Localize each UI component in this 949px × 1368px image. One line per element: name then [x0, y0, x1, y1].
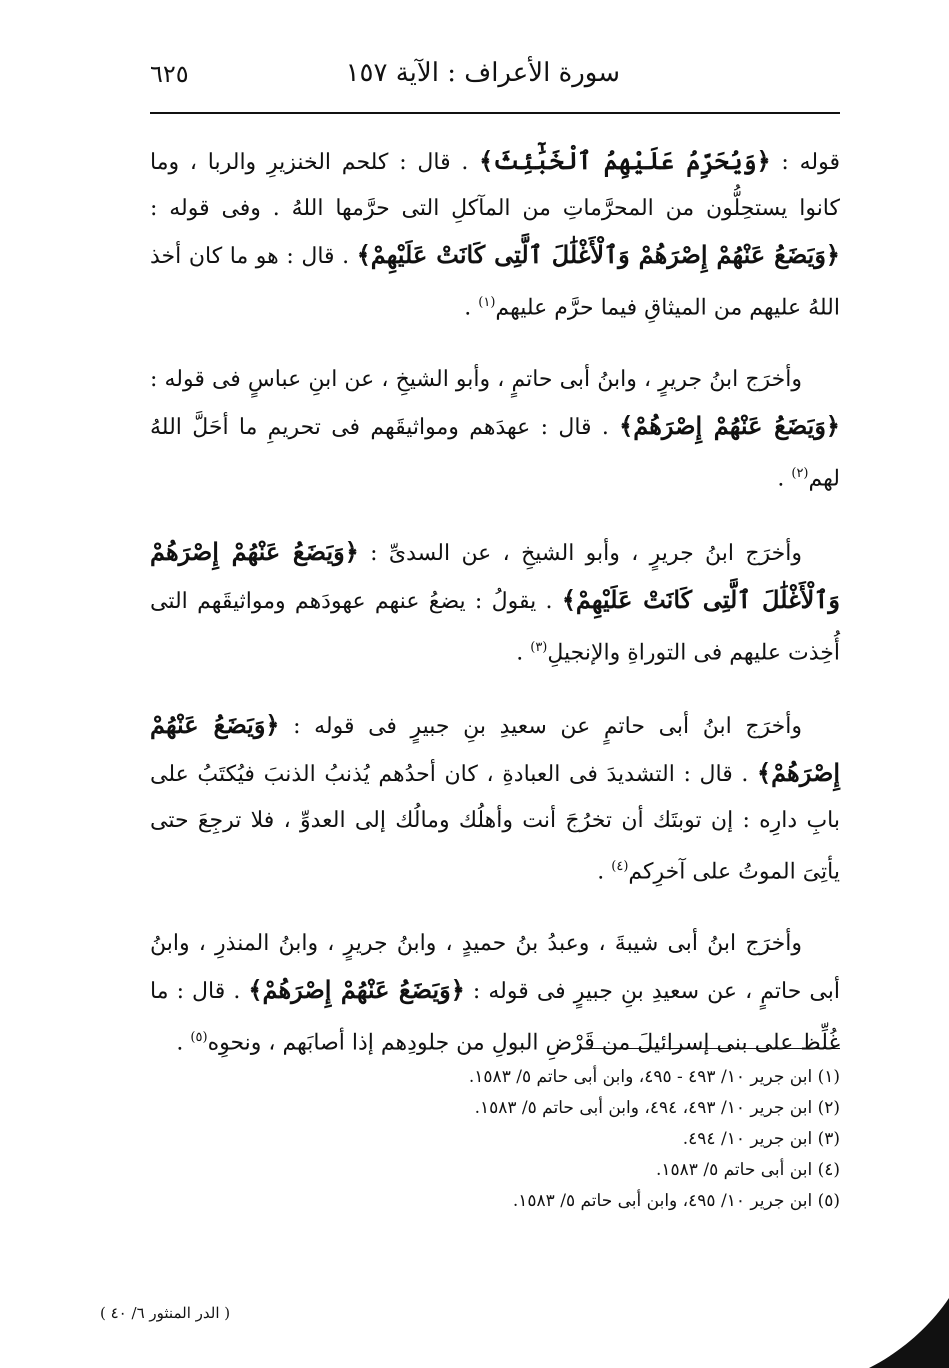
quran-verse: ﴿وَيَضَعُ عَنْهُمْ إِصْرَهُمْ﴾ [150, 709, 840, 787]
page-number: ٦٢٥ [150, 60, 189, 88]
paragraph-text: . [176, 1030, 191, 1056]
paragraph-text: وأخرَج ابنُ جريرٍ ، وابنُ أبى حاتمٍ ، وأبو الشيخِ ، عن ابنِ عباسٍ فى قوله : [150, 367, 802, 393]
quran-verse: ﴿وَيَضَعُ عَنْهُمْ إِصْرَهُمْ﴾ [619, 411, 840, 441]
paragraph-text: وأخرَج ابنُ أبى شيبةَ ، وعبدُ بنُ حميدٍ ، وابنُ جريرٍ ، وابنُ المنذرِ ، وابنُ أبى حاتمٍ ، عن سعيدِ بنِ جبيرٍ فى قوله : [150, 931, 840, 1005]
paragraph-text: . [464, 295, 479, 321]
quran-verse: ﴿وَيُحَرِّمُ عَلَيْهِمُ ٱلْخَبَٰٓئِثَ﴾ [479, 146, 771, 175]
page-header [150, 52, 840, 102]
paragraph-text: . قال : التشديدَ فى العبادةِ ، كان أحدُهم يُذنبُ الذنبَ فيُكتَبُ على بابِ دارِه : إن توبتَك أن تخرُجَ أنت وأهلُك ومالُك إلى العدوِّ ، فلا ترجِعَ حتى يأتِىَ الموتُ على آخرِكم [150, 761, 840, 885]
paragraph-text: قوله : [770, 150, 840, 175]
paragraph-text: . [516, 639, 531, 665]
footnote-marker: (١) [478, 295, 496, 310]
footnote: (٥) ابن جرير ١٠/ ٤٩٥، وابن أبى حاتم ٥/ ١٥٨٣. [512, 1191, 840, 1211]
paragraph [150, 921, 840, 1066]
paragraph-text: . [597, 859, 612, 885]
footnote: (٢) ابن جرير ١٠/ ٤٩٣، ٤٩٤، وابن أبى حاتم ٥/ ١٥٨٣. [474, 1098, 840, 1118]
paragraph-text: . قال : كلحم الخنزيرِ والربا ، وما كانوا يستحِلُّون من المحرَّماتِ من المآكلِ التى حرَّمها اللهُ . وفى قوله : [150, 150, 840, 221]
footnote: (٤) ابن أبى حاتم ٥/ ١٥٨٣. [655, 1160, 840, 1180]
paragraph-text: . قال : عهدَهم ومواثيقَهم فى تحريمِ ما أحَلَّ اللهُ لهم [150, 415, 840, 492]
page-corner-shadow [869, 1298, 949, 1368]
footnote-marker: (٤) [611, 858, 629, 874]
surah-title: سورة الأعراف : الآية ١٥٧ [345, 58, 620, 88]
footnote-marker: (٥) [190, 1030, 208, 1046]
paragraph [150, 702, 840, 895]
bottom-reference: ( الدر المنثور ٦/ ٤٠ ) [100, 1304, 231, 1322]
paragraph-text: . يقولُ : يضعُ عنهم عهودَهم ومواثيقَهم التى أُخِذت عليهم فى التوراةِ والإنجيلِ [150, 588, 840, 665]
main-text [150, 138, 840, 1093]
quran-verse: ﴿وَيَضَعُ عَنْهُمْ إِصْرَهُمْ﴾ [248, 975, 465, 1005]
footnote-marker: (٢) [791, 466, 809, 482]
footnote: (١) ابن جرير ١٠/ ٤٩٣ - ٤٩٥، وابن أبى حاتم ٥/ ١٥٨٣. [468, 1067, 840, 1087]
quran-verse: ﴿وَيَضَعُ عَنْهُمْ إِصْرَهُمْ وَٱلْأَغْلَٰلَ ٱلَّتِى كَانَتْ عَلَيْهِمْ﴾ [356, 240, 840, 269]
footnote-separator [590, 1048, 840, 1049]
paragraph-text: . قال : هو ما كان أخذ اللهُ عليهم من الميثاقِ فيما حرَّم عليهم [150, 244, 840, 321]
paragraph [150, 357, 840, 502]
paragraph [150, 529, 840, 676]
paragraph-text: وأخرَج ابنُ أبى حاتمٍ عن سعيدِ بنِ جبيرٍ فى قوله : [279, 713, 802, 739]
paragraph-text: وأخرَج ابنُ جريرٍ ، وأبو الشيخِ ، عن السدىِّ : [358, 540, 802, 566]
paragraph-text: . [777, 466, 792, 492]
paragraph [150, 138, 840, 331]
quran-verse: ﴿وَيَضَعُ عَنْهُمْ إِصْرَهُمْ وَٱلْأَغْلَٰلَ ٱلَّتِى كَانَتْ عَلَيْهِمْ﴾ [150, 536, 840, 614]
paragraph-text: . قال : ما غُلِّظ على بنى إسرائيلَ من قَرْضِ البولِ من جلودِهم إذا أصابَهم ، ونحوِه [150, 979, 840, 1056]
footnotes [150, 1062, 840, 1217]
footnote-marker: (٣) [530, 639, 548, 655]
header-rule [150, 112, 840, 114]
footnote: (٣) ابن جرير ١٠/ ٤٩٤. [682, 1129, 840, 1149]
